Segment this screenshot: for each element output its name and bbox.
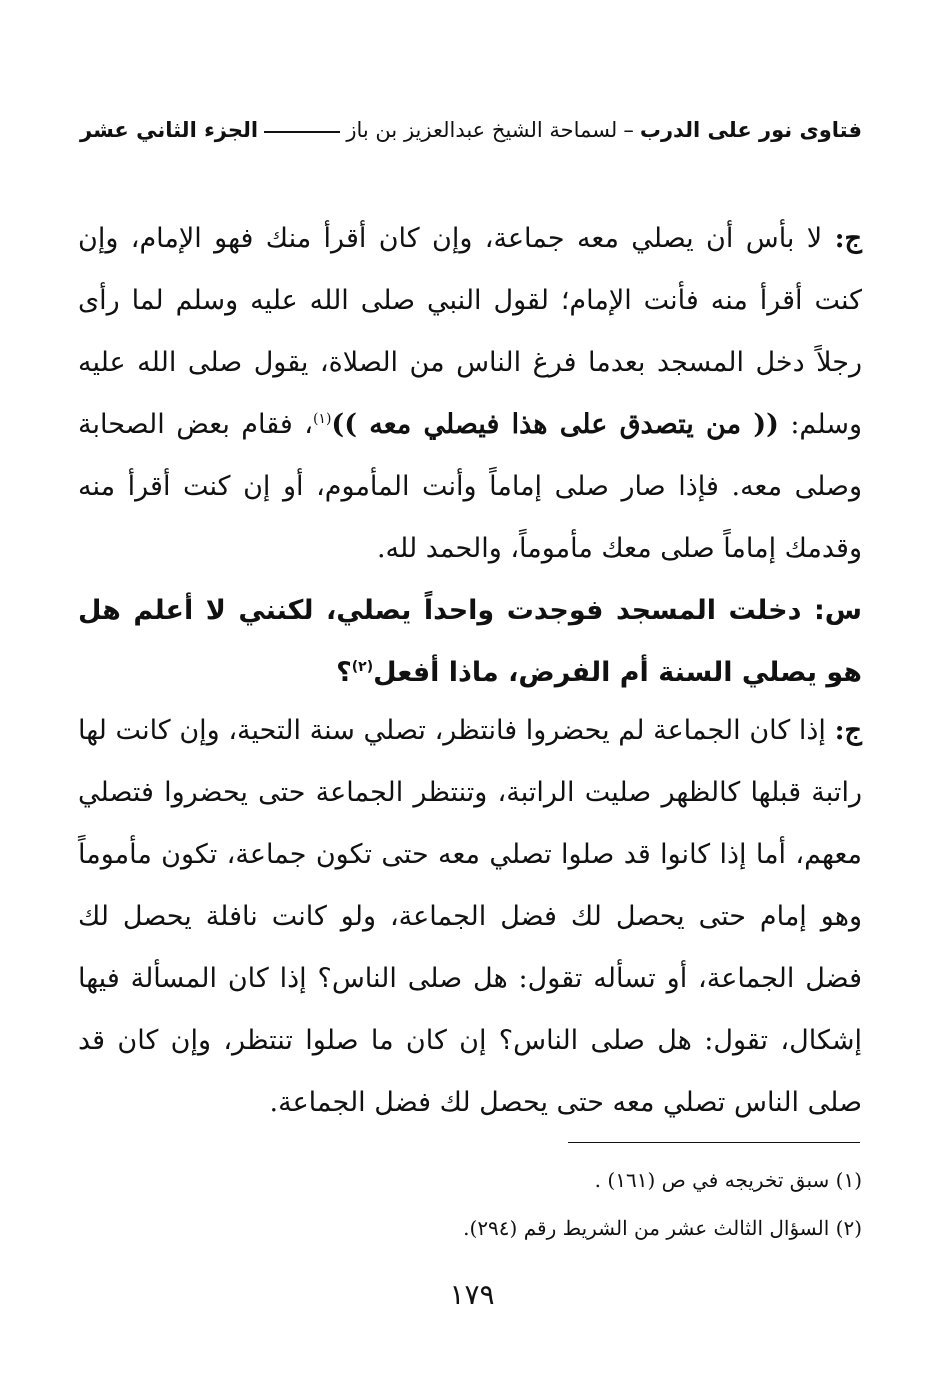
- header-book-title: فتاوى نور على الدرب: [639, 118, 862, 142]
- footnote-1: (١) سبق تخريجه في ص (١٦١) .: [594, 1168, 862, 1192]
- answer-text: إذا كان الجماعة لم يحضروا فانتظر، تصلي سنة التحية، وإن كانت لها راتبة قبلها كالظهر صليت الراتبة، وتنتظر الجماعة حتى يحضروا فتصلي معهم، أما إذا كانوا قد صلوا تصلي معه حتى تكون جماعة، تكون مأموماً وهو إمام حتى يحصل لك فضل الجماعة، ولو كانت نافلة يحصل لك فضل الجماعة، أو تسأله تقول: هل صلى الناس؟ إذا كان المسألة فيها إشكال، تقول: هل صلى الناس؟ إن كان ما صلوا تنتظر، وإن كان قد صلى الناس تصلي معه حتى يحصل لك فضل الجماعة.: [78, 715, 862, 1118]
- header-rule: [264, 131, 340, 133]
- question-end: ؟: [336, 657, 352, 688]
- question-paragraph: [78, 580, 862, 704]
- page-number: ١٧٩: [449, 1278, 495, 1311]
- answer-text-continued: ، فقام بعض الصحابة وصلى معه. فإذا صار صلى إماماً وأنت المأموم، أو إن كنت أقرأ منه وقدمك إماماً صلى معك مأموماً، والحمد لله.: [78, 409, 862, 564]
- footnote-separator: [568, 1142, 860, 1143]
- footnote-2: (٢) السؤال الثالث عشر من الشريط رقم (٢٩٤).: [463, 1216, 862, 1240]
- question-text: دخلت المسجد فوجدت واحداً يصلي، لكنني لا أعلم هل هو يصلي السنة أم الفرض، ماذا أفعل: [78, 595, 862, 688]
- answer-label: ج:: [834, 715, 862, 746]
- header-separator: –: [623, 118, 634, 142]
- header-part: الجزء الثاني عشر: [80, 118, 259, 142]
- header-author: لسماحة الشيخ عبدالعزيز بن باز: [346, 118, 618, 142]
- answer-label: ج:: [834, 223, 862, 254]
- answer-paragraph-1: [78, 208, 862, 580]
- footnote-ref-1[interactable]: (١): [312, 411, 332, 427]
- running-header: [80, 112, 862, 148]
- hadith-quote: (( من يتصدق على هذا فيصلي معه )): [331, 409, 779, 440]
- answer-text: لا بأس أن يصلي معه جماعة، وإن كان أقرأ منك فهو الإمام، وإن كنت أقرأ منه فأنت الإمام؛ لقول النبي صلى الله عليه وسلم لما رأى رجلاً دخل المسجد بعدما فرغ الناس من الصلاة، يقول صلى الله عليه وسلم:: [78, 223, 862, 440]
- footnotes: [78, 1156, 862, 1252]
- footnote-ref-2[interactable]: (٢): [351, 659, 374, 675]
- question-label: س:: [813, 595, 862, 626]
- answer-paragraph-2: [78, 700, 862, 1134]
